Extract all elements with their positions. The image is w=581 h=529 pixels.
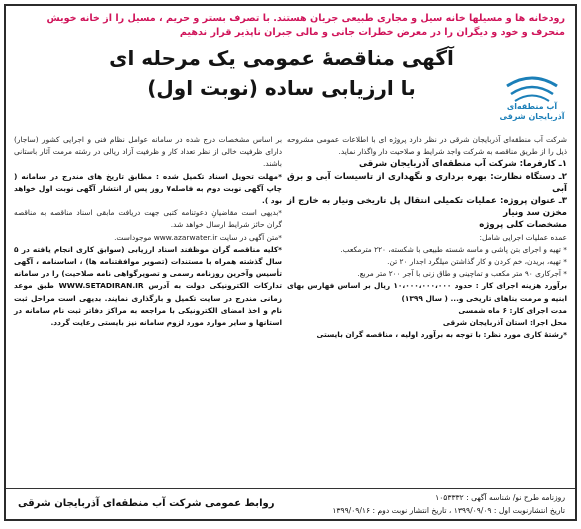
footer-line2: تاریخ انتشارنوبت اول : ۱۳۹۹/۰۹/۰۹ ، تاریخ انتشار نوبت دوم : ۱۳۹۹/۰۹/۱۶: [332, 506, 565, 515]
footer: [6, 488, 575, 519]
cost: برآورد هزینه اجرای کار : حدود ۱۰،۰۰۰،۰۰۰،۰۰۰ ریال بر اساس فهارس بهای ابنیه و مرمت بناهای تاریخی و... ( سال ۱۳۹۹): [287, 281, 567, 303]
specs-sub: عمده عملیات اجرایی شامل:: [479, 232, 567, 242]
footer-org: روابط عمومی شرکت آب منطقه‌ای آذربایجان شرقی: [18, 498, 275, 509]
ad-page: [4, 4, 577, 521]
logo-icon: [497, 66, 567, 132]
supervisor: ۲ـ دستگاه نظارت: بهره برداری و نگهداری از تاسیسات آبی و برق آبی: [287, 171, 567, 194]
field: *رشتهٔ کاری مورد نظر: با توجه به برآورد اولیه ، مناقصه گران بایستی: [316, 330, 567, 340]
left-column: [14, 134, 282, 329]
footer-info: [332, 491, 565, 517]
project-title: ۳ـ عنوان پروژه: عملیات تکمیلی انتقال پل تاریخی ونیار به خارج از مخزن سد ونیار: [287, 196, 567, 219]
duration: مدت اجرای کار: ۶ ماه شمسی: [458, 305, 567, 315]
left-p5: *کلیه مناقصه گران موظفند اسناد ارزیابی (سوابق کاری انجام یافته در ۵ سال گذشته همراه با مستندات (تصویر موافقتنامه ها) ، اساسنامه ، آگهی تأسیس وآخرین روزنامه رسمی و تصویرگواهی نامه صلاحیت) را در سامانه تدارکات الکترونیکی دولت به آدرس WWW.SETADIRAN.IR طبق موعد زمانی مندرج در سایت تکمیل و بارگذاری نمایند. بدیهی است مراحل ثبت نام و اخذ امضای الکترونیکی با مراجعه به مراکز دفاتر ثبت نام سامانه در استانها و سایر موارد مورد لزوم سامانه نیز بایستی رعایت گردد.: [14, 244, 282, 328]
right-column: [287, 134, 567, 341]
title-main: آگهی مناقصهٔ عمومی یک مرحله ای: [109, 46, 454, 70]
left-p1: بر اساس مشخصات درج شده در سامانه عوامل نظام فنی و اجرایی کشور (ساجار) دارای ظرفیت خالی از نظر تعداد کار و ظرفیت آزاد ریالی در رشته مرمت آثار باستانی باشند.: [14, 135, 282, 169]
warning-text: رودخانه ها و مسیلها خانه سیل و مجاری طبیعی جریان هستند. با تصرف بستر و حریم ، مسیل را از خانه خویش منحرف و خود و دیگران را در معرض خطرات جانی و مالی جبران ناپذیر قرار ندهیم: [46, 13, 565, 38]
footer-line1: روزنامه طرح نو/ شناسه آگهی : ۱۰۵۳۳۳۲: [435, 493, 565, 502]
title-sub: با ارزیابی ساده (نوبت اول): [147, 76, 416, 100]
location: محل اجرا: استان آذربایجان شرقی: [442, 318, 567, 328]
left-p3: *بدیهی است مقاضیانِ دعوتنامه کتبی جهت دریافت مابقی اسناد مناقصه به مناقصه گران حائز شرایط ارسال خواهد شد.: [14, 208, 282, 230]
intro: شرکت آب منطقه‌ای آذربایجان شرقی در نظر دارد پروژه ای با اطلاعات عمومی مشروحه ذیل را از طریق مناقصه به شرکت واجد شرایط و صلاحیت دار واگذار نماید.: [287, 135, 567, 157]
logo-text: آب منطقه‌ای آذربایجان شرقی: [499, 102, 565, 121]
website-link[interactable]: *متن آگهی در سایت www.azarwater.ir موجوداست.: [114, 232, 282, 242]
deadline: *مهلت تحویل اسناد تکمیل شده : مطابق تاریخ های مندرج در سامانه ( چاپ آگهی نوبت دوم به فاصله۷ روز پس از انتشار آگهی نوبت اول خواهد بود ).: [14, 171, 283, 206]
spec-item: * آجرکاری ۹۰ متر مکعب و تماچینی و طاق زنی با آجر ۲۰۰ متر مربع.: [357, 269, 567, 279]
spec-item: * تهیه، بریدن، خم کردن و کار گذاشتن میلگرد اجدار ۲۰ تن.: [387, 257, 567, 267]
employer: ۱ـ کارفرما: شرکت آب منطقه‌ای آذربایجان شرقی: [358, 159, 567, 170]
spec-item: * تهیه و اجرای بتن پاشی و ماسه شسته طبیعی با شکسته، ۲۲۰ مترمکعب.: [340, 244, 567, 254]
specs-title: مشخصات کلی پروژه: [479, 220, 567, 231]
